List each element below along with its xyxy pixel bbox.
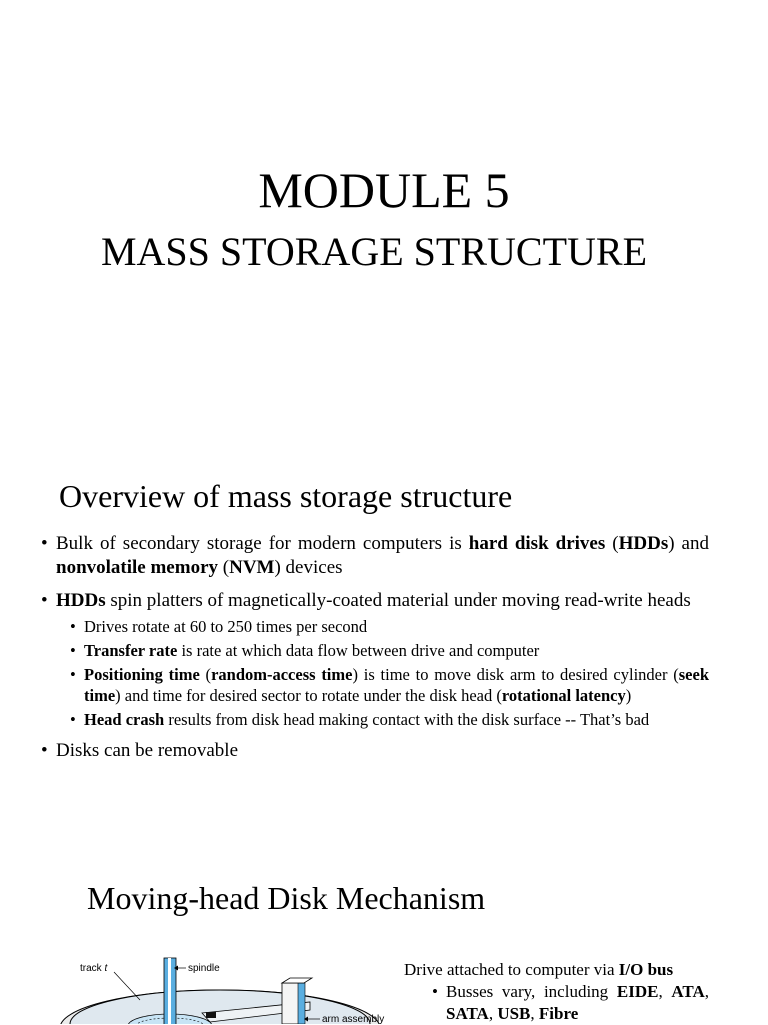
bus-sub-list [432,981,709,1025]
bullet-bulk-storage: • Bulk of secondary storage for modern computers is hard disk drives (HDDs) and nonvolatile memory (NVM) devices [41,532,709,580]
arm-assembly-edge [298,983,305,1024]
spindle-highlight [168,958,171,1024]
sub-bullet-busses: • Busses vary, including EIDE, ATA, SATA, USB, Fibre [432,981,709,1025]
arm-assembly-top [282,978,312,983]
sub-bullet-head-crash: • Head crash results from disk head making contact with the disk surface -- That’s bad [70,709,709,730]
mechanism-heading: Moving-head Disk Mechanism [87,880,486,916]
read-write-head [206,1012,216,1018]
spindle-label: spindle [188,963,220,974]
overview-bullet-list [41,532,709,763]
io-bus-line: Drive attached to computer via I/O bus [404,960,674,979]
disk-mechanism-figure [60,950,400,1024]
sub-bullet-positioning-time: • Positioning time (random-access time) is time to move disk arm to desired cylinder (seek time) and time for desired sector to rotate under the disk head (rotational latency) [70,664,709,706]
track-label: track t [80,963,108,974]
arm-assembly-label: arm assembly [322,1014,385,1024]
track-pointer [114,972,140,1000]
bullet-removable: • Disks can be removable [41,739,709,763]
module-title: MODULE 5 [258,162,510,218]
module-subtitle: MASS STORAGE STRUCTURE [100,229,648,274]
sub-bullet-transfer-rate: • Transfer rate is rate at which data flow between drive and computer [70,640,709,661]
hdd-sub-list [70,616,709,730]
io-bus-text [404,958,709,1025]
sub-bullet-rotation: • Drives rotate at 60 to 250 times per second [70,616,709,637]
overview-heading: Overview of mass storage structure [59,478,513,514]
bullet-hdds: • HDDs spin platters of magnetically-coated material under moving read-write heads • Drives rotate at 60 to 250 times per second • Transfer rate is rate at which data flow between drive and computer • Positioning time (random-access time) is time to move disk arm to desired cylinder (seek time) and time for desired sector to rotate under the disk head (rotational latency) • Head crash results from disk head making contact with the disk surface -- That’s bad [41,589,709,730]
